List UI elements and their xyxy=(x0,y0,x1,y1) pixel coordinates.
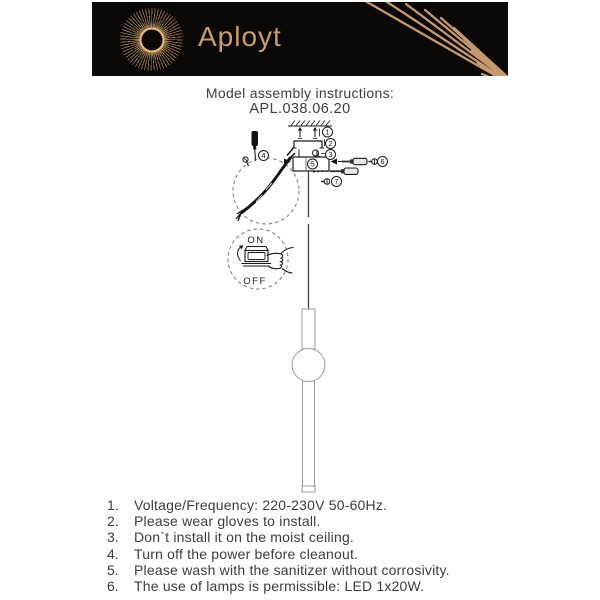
light-switch-icon xyxy=(242,247,272,267)
callout-6 xyxy=(378,157,388,167)
callout-7 xyxy=(332,177,342,187)
ceiling-screws-icon xyxy=(298,127,320,139)
svg-text:4: 4 xyxy=(261,151,266,161)
svg-text:7: 7 xyxy=(334,177,339,187)
item-number: 5. xyxy=(107,561,119,578)
hand-icon xyxy=(267,248,294,274)
list-item xyxy=(107,497,527,513)
lamp-tube-lower xyxy=(303,381,315,486)
callout-5 xyxy=(308,159,318,169)
lamp-tube-upper xyxy=(302,309,315,349)
list-item xyxy=(107,529,527,545)
item-text: Don`t install it on the moist ceiling. xyxy=(134,529,355,546)
ceiling-hatch-icon xyxy=(288,121,332,127)
brand-logo-text: Aployt xyxy=(198,21,282,53)
svg-text:2: 2 xyxy=(328,139,333,149)
switch-on-label: ON xyxy=(247,235,265,246)
assembly-diagram xyxy=(220,112,415,500)
list-item xyxy=(107,578,527,594)
brand-banner xyxy=(92,2,508,76)
page-title: Model assembly instructions: xyxy=(205,85,395,101)
screw-icon xyxy=(243,157,249,166)
svg-text:5: 5 xyxy=(310,159,315,169)
switch-off-label: OFF xyxy=(243,276,267,287)
list-item xyxy=(107,546,527,562)
callout-3 xyxy=(326,150,336,160)
callout-4 xyxy=(259,151,269,161)
item-number: 1. xyxy=(107,497,119,513)
list-item xyxy=(107,562,527,578)
item-number: 4. xyxy=(107,545,119,562)
callout-2 xyxy=(326,139,336,149)
item-number: 2. xyxy=(107,513,119,530)
item-number: 3. xyxy=(107,529,119,546)
screwdriver-handle-icon xyxy=(252,131,259,146)
instruction-list xyxy=(107,497,527,594)
flip-arrow-icon xyxy=(238,246,244,262)
svg-text:1: 1 xyxy=(325,127,330,137)
model-number: APL.038.06.20 xyxy=(249,101,351,117)
svg-text:6: 6 xyxy=(380,157,385,167)
wiring-detail xyxy=(233,131,299,224)
pendant-lamp xyxy=(292,171,325,492)
callout-1 xyxy=(323,127,333,137)
rays-decoration-icon xyxy=(92,2,508,76)
item-text: Turn off the power before cleanout. xyxy=(134,545,359,562)
lamp-sphere xyxy=(292,349,325,382)
svg-text:3: 3 xyxy=(328,150,333,160)
item-number: 6. xyxy=(107,578,119,595)
item-text: Voltage/Frequency: 220-230V 50-60Hz. xyxy=(134,497,388,513)
switch-detail xyxy=(228,229,294,289)
screwdriver-right-icon xyxy=(338,158,377,164)
list-item xyxy=(107,513,527,529)
item-text: The use of lamps is permissible: LED 1x20W. xyxy=(134,578,425,595)
item-text: Please wear gloves to install. xyxy=(134,513,321,530)
lamp-end-cap xyxy=(302,486,315,492)
mounting-bracket-icon xyxy=(292,139,325,157)
item-text: Please wash with the sanitizer without corrosivity. xyxy=(134,561,450,578)
